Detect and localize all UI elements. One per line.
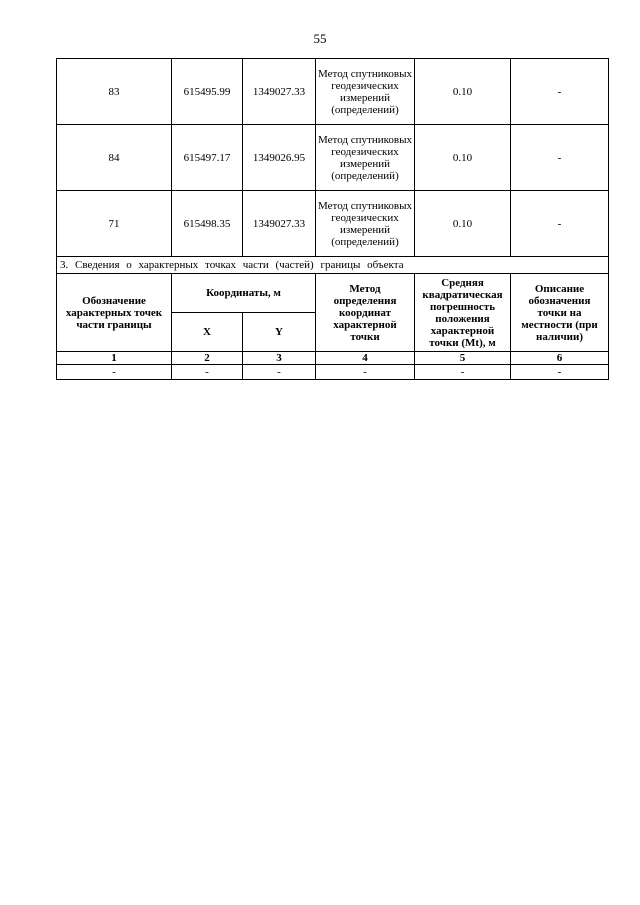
accuracy-cell: 0.10 [415,59,511,125]
coord-x-cell: 615498.35 [172,191,243,257]
method-cell: Метод спутниковых геодезических измерений (определений) [316,125,415,191]
description-cell: - [511,125,609,191]
empty-cell: - [172,365,243,380]
column-numbers-row [57,352,609,365]
coord-y-cell: 1349027.33 [243,191,316,257]
accuracy-cell: 0.10 [415,191,511,257]
description-cell: - [511,59,609,125]
section-3-title: 3. Сведения о характерных точках части (частей) границы объекта [57,257,609,274]
empty-cell: - [57,365,172,380]
coord-x-cell: 615497.17 [172,125,243,191]
accuracy-cell: 0.10 [415,125,511,191]
column-number: 4 [316,352,415,365]
method-cell: Метод спутниковых геодезических измерений (определений) [316,191,415,257]
point-id-cell: 83 [57,59,172,125]
point-id-cell: 71 [57,191,172,257]
point-id-cell: 84 [57,125,172,191]
coord-y-cell: 1349026.95 [243,125,316,191]
header-y: Y [243,313,316,352]
column-number: 3 [243,352,316,365]
header-designation: Обозначение характерных точек части границы [57,274,172,352]
header-accuracy: Средняя квадратическая погрешность положения характерной точки (Mt), м [415,274,511,352]
header-x: X [172,313,243,352]
section-heading-row [57,257,609,274]
method-cell: Метод спутниковых геодезических измерений (определений) [316,59,415,125]
description-cell: - [511,191,609,257]
header-coordinates: Координаты, м [172,274,316,313]
column-number: 5 [415,352,511,365]
empty-cell: - [415,365,511,380]
header-description: Описание обозначения точки на местности (при наличии) [511,274,609,352]
column-number: 1 [57,352,172,365]
header-row [57,274,609,313]
table-row [57,59,609,125]
coord-x-cell: 615495.99 [172,59,243,125]
empty-cell: - [243,365,316,380]
column-number: 6 [511,352,609,365]
coord-y-cell: 1349027.33 [243,59,316,125]
header-method: Метод определения координат характерной точки [316,274,415,352]
table-row [57,191,609,257]
empty-cell: - [511,365,609,380]
table-row [57,365,609,380]
column-number: 2 [172,352,243,365]
page-number: 55 [313,31,327,46]
empty-cell: - [316,365,415,380]
table-row [57,125,609,191]
boundary-points-table [56,58,609,380]
